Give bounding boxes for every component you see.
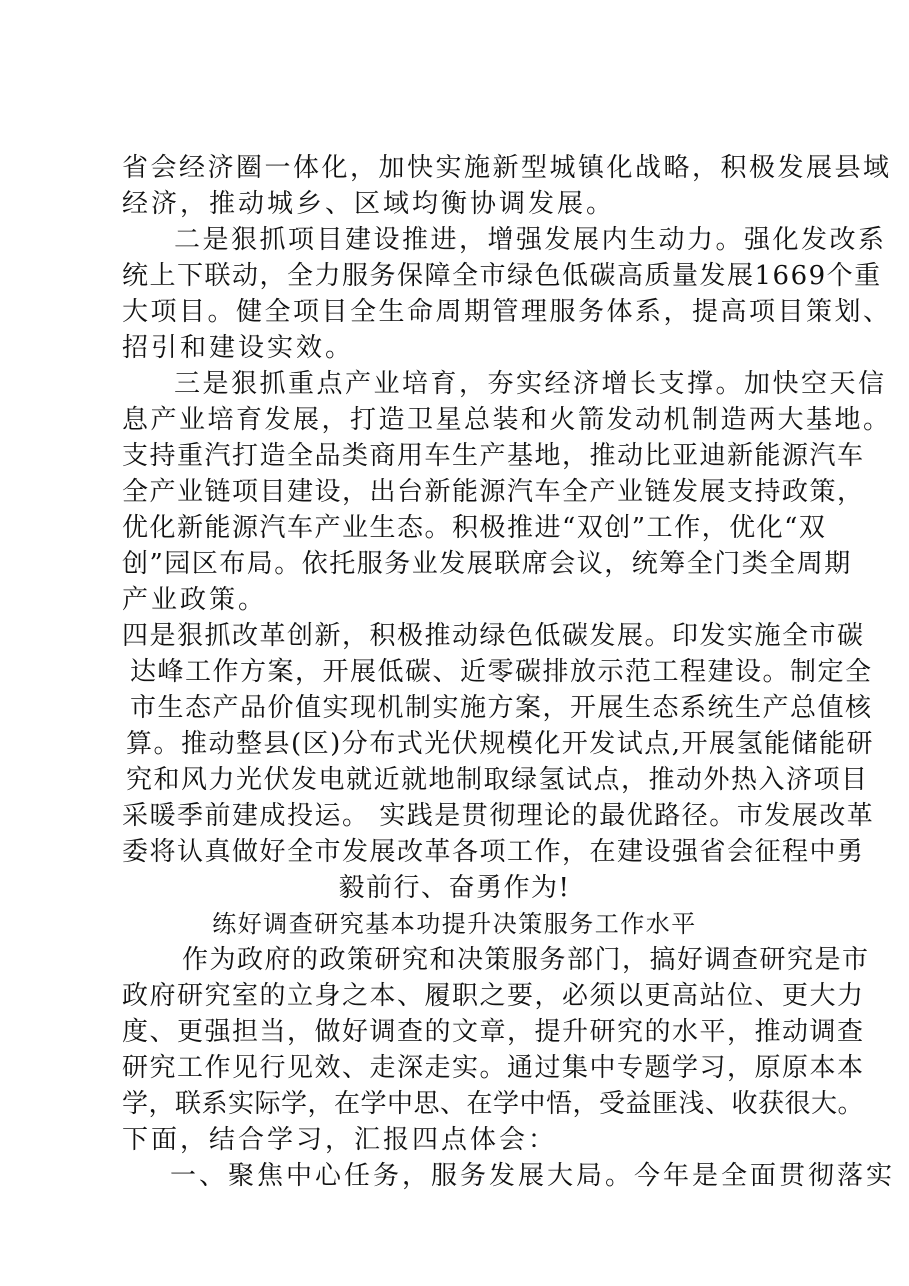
paragraph-line: 创”园区布局。依托服务业发展联席会议，统筹全门类全周期 <box>122 549 852 579</box>
paragraph-line: 市生态产品价值实现机制实施方案，开展生态系统生产总值核 <box>130 693 873 723</box>
paragraph-line: 二是狠抓项目建设推进，增强发展内生动力。强化发改系 <box>174 225 887 255</box>
paragraph-line: 达峰工作方案，开展低碳、近零碳排放示范工程建设。制定全 <box>130 657 873 687</box>
paragraph-line: 究和风力光伏发电就近就地制取绿氢试点，推动外热入济项目 <box>126 765 869 795</box>
paragraph-line: 采暖季前建成投运。 实践是贯彻理论的最优路径。市发展改革 <box>122 801 875 831</box>
paragraph-line: 下面，结合学习，汇报四点体会： <box>122 1125 558 1155</box>
paragraph-line: 度、更强担当，做好调查的文章，提升研究的水平，推动调查 <box>122 1017 865 1047</box>
paragraph-line: 产业政策。 <box>122 585 268 615</box>
paragraph-line: 作为政府的政策研究和决策服务部门，搞好调查研究是市 <box>182 945 870 975</box>
paragraph-line: 招引和建设实效。 <box>122 333 355 363</box>
section-title: 练好调查研究基本功提升决策服务工作水平 <box>212 910 697 938</box>
paragraph-line: 省会经济圈一体化，加快实施新型城镇化战略，积极发展县域 <box>122 153 892 183</box>
paragraph-line: 经济，推动城乡、区域均衡协调发展。 <box>122 189 616 219</box>
paragraph-line: 三是狠抓重点产业培育，夯实经济增长支撑。加快空天信 <box>174 369 887 399</box>
paragraph-line: 政府研究室的立身之本、履职之要，必须以更高站位、更大力 <box>122 981 865 1011</box>
paragraph-line: 息产业培育发展，打造卫星总装和火箭发动机制造两大基地。 <box>122 405 892 435</box>
paragraph-line: 研究工作见行见效、走深走实。通过集中专题学习，原原本本 <box>122 1053 865 1083</box>
paragraph-line: 四是狠抓改革创新，积极推动绿色低碳发展。印发实施全市碳 <box>122 621 865 651</box>
paragraph-line: 一、聚焦中心任务，服务发展大局。今年是全面贯彻落实 <box>170 1161 896 1191</box>
paragraph-line: 毅前行、奋勇作为! <box>338 873 571 903</box>
paragraph-line: 统上下联动，全力服务保障全市绿色低碳高质量发展1669个重 <box>122 261 882 291</box>
paragraph-line: 大项目。健全项目全生命周期管理服务体系，提高项目策划、 <box>122 297 892 327</box>
paragraph-line: 支持重汽打造全品类商用车生产基地，推动比亚迪新能源汽车 <box>122 441 865 471</box>
paragraph-line: 学，联系实际学，在学中思、在学中悟，受益匪浅、收获很大。 <box>122 1089 865 1119</box>
paragraph-line: 算。推动整县(区)分布式光伏规模化开发试点,开展氢能储能研 <box>126 729 875 759</box>
paragraph-line: 优化新能源汽车产业生态。积极推进“双创”工作，优化“双 <box>122 513 827 543</box>
paragraph-line: 委将认真做好全市发展改革各项工作，在建设强省会征程中勇 <box>122 837 865 867</box>
paragraph-line: 全产业链项目建设，出台新能源汽车全产业链发展支持政策， <box>122 477 865 507</box>
